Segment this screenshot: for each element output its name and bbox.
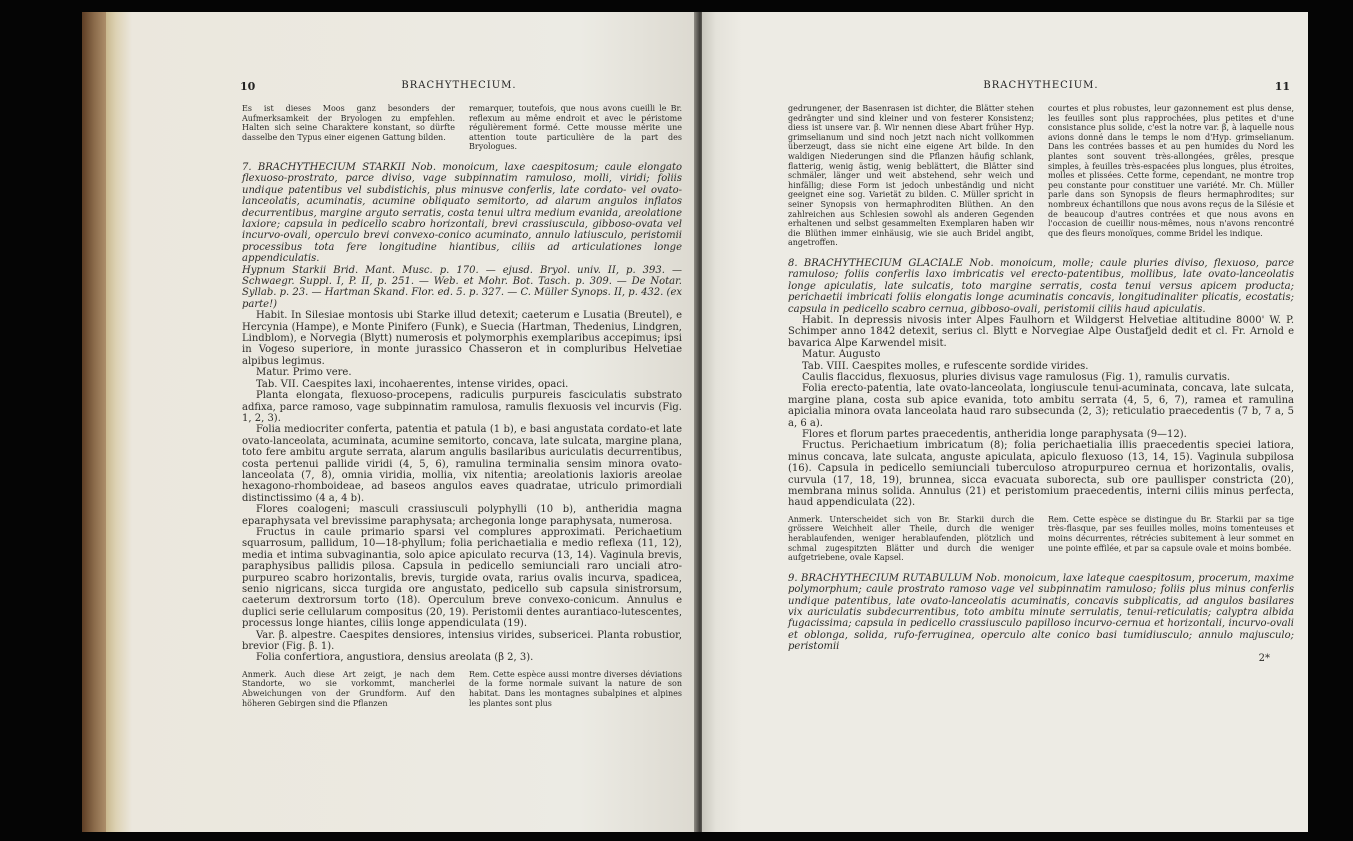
note-8-german: Anmerk. Unterscheidet sich von Br. Starkii durch die grössere Weichheit aller Theile, durch die weniger herablaufenden, weniger herablaufenden, plötzlich und schmal zugespitzten Blätter und durch die weniger aufgetriebene, ovale Kapsel. bbox=[788, 514, 1034, 563]
species-7-synonymy: Hypnum Starkii Brid. Mant. Musc. p. 170. — ejusd. Bryol. univ. II, p. 393. — Schwaegr. Suppl. I, P. II, p. 251. — Web. et Mohr. Bot. Tasch. p. 309. — De Notar. Syllab. p. 23. — Hartman Skand. Flor. ed. 5. p. 327. — C. Müller Synops. II, p. 432. (ex parte!) bbox=[242, 264, 682, 310]
right-running-title: BRACHYTHECIUM. bbox=[983, 80, 1099, 91]
intro-columns bbox=[242, 104, 682, 152]
species-7-variety-folia: Folia confertiora, angustiora, densius areolata (β 2, 3). bbox=[256, 652, 534, 664]
species-8-heading: 8. BRACHYTHECIUM GLACIALE Nob. monoicum, molle; caule pluries diviso, flexuoso, parce ramuloso; foliis conferlis laxo imbricatis vel erecto-patentibus, mollibus, late ovato-lanceolatis longe apiculatis, late sulcatis, toto margine serratis, costa tenui versus apicem producta; perichaetii imbricati foliis elongatis longe acuminatis concavis, longitudinaliter plicatis, ecostatis; capsula in pedicello scabro cernua, gibboso-ovali, peristomii ciliis haud apiculatis. bbox=[788, 257, 1294, 315]
left-page-header bbox=[236, 80, 682, 91]
species-7-flores: Flores coalogeni; masculi crassiusculi polyphylli (10 b), antheridia magna eparaphysata vel brevissime paraphysata; archegonia longe paraphysata, numerosa. bbox=[242, 504, 682, 527]
left-page bbox=[106, 12, 698, 832]
species-7-habitat: Habit. In Silesiae montosis ubi Starke illud detexit; caeterum e Lusatia (Breutel), e Hercynia (Hampe), e Monte Pinifero (Funk), e Suecia (Hartman, Thedenius, Lindgren, Lindblom), e Norvegia (Blytt) numerosis et polymorphis exemplaribus accepimus; ipsi in Vogeso superiore, in monte jurassico Chasseron et in compluribus Helvetiae alpibus legimus. bbox=[242, 310, 682, 367]
species-8-caulis: Caulis flaccidus, flexuosus, pluries divisus vage ramulosus (Fig. 1), ramulis curvatis. bbox=[802, 371, 1231, 383]
right-page-body bbox=[788, 104, 1294, 664]
right-page-number: 11 bbox=[1274, 80, 1290, 93]
left-running-title: BRACHYTHECIUM. bbox=[401, 80, 517, 91]
species-8-flores: Flores et florum partes praecedentis, antheridia longe paraphysata (9—12). bbox=[802, 429, 1187, 440]
species-7-planta: Planta elongata, flexuoso-procepens, radiculis purpureis fasciculatis substrato adfixa, parce ramoso, vage subpinnatim ramulosa, ramulis flexuosis vel incurvis (Fig. 1, 2, 3). bbox=[242, 390, 682, 424]
species-8-maturity: Matur. Augusto bbox=[802, 349, 881, 361]
intro-french: remarquer, toutefois, que nous avons cueilli le Br. reflexum au même endroit et avec le péristome régulièrement formé. Cette mousse mérite une attention toute particulière de la part des Bryologues. bbox=[469, 104, 682, 152]
species-9-heading: 9. BRACHYTHECIUM RUTABULUM Nob. monoicum, laxe lateque caespitosum, procerum, maxime polymorphum; caule prostrato ramoso vage vel subpinnatim ramuloso; foliis plus minus conferlis undique patentibus, late ovato-lanceolatis acuminatis, concavis subplicatis, ad angulos basilares vix auriculatis subdecurrentibus, toto ambitu minute serrulatis, tenui-reticulatis; calyptra albida fugacissima; capsula in pedicello crassiusculo papilloso incurvo-cernua et horizontali, incurvo-ovali et oblonga, solida, rufo-ferruginea, operculo alte conico basi tumidiusculo; annulo majusculo; peristomii bbox=[788, 572, 1294, 653]
continuation-french: courtes et plus robustes, leur gazonnement est plus dense, les feuilles sont plus rapprochées, plus petites et d'une consistance plus solide, c'est la notre var. β, à laquelle nous avions donné dans le temps le nom d'Hyp. grimselianum. Dans les contrées basses et au pen humides du Nord les plantes sont souvent très-allongées, grêles, presque simples, à feuilles très-espacées plus longues, plus étroites, molles et plissées. Cette forme, cependant, ne montre trop peu constante pour constituer une variété. Mr. Ch. Müller parle dans son Synopsis de fleurs hermaphrodites; sur nombreux échantillons que nous avons reçus de la Silésie et de beaucoup d'autres contrées et que nous avons en l'occasion de cueillir nous-mêmes, nous n'avons rencontré que des fleurs monoïques, comme Bridel les indique. bbox=[1048, 104, 1294, 238]
species-7-variety: Var. β. alpestre. Caespites densiores, intensius virides, subsericei. Planta robustior, brevior (Fig. β. 1). bbox=[242, 629, 682, 653]
species-7-notes bbox=[242, 670, 682, 708]
signature-mark: 2* bbox=[1258, 652, 1270, 664]
open-book bbox=[82, 12, 1308, 832]
left-page-number: 10 bbox=[240, 80, 256, 93]
species-7-fructus: Fructus in caule primario sparsi vel complures approximati. Perichaetium squarrosum, pallidum, 10—18-phyllum; folia perichaetialia e medio reflexa (11, 12), media et intima subvaginantia, solo apice apiculato recurva (13, 14). Vaginula brevis, paraphysibus pallidis pilosa. Capsula in pedicello semiunciali raro unciali atro-purpureo scabro horizontalis, brevis, turgide ovata, rarius ovalis incurva, spadicea, senio nigricans, sicca turgida ore angustato, pedicello sub capsula sinistrorsum, caeterum dextrorsum torto (18). Operculum breve convexo-conicum. Annulus e duplici serie cellularum compositus (20, 19). Peristomii dentes aurantiaco-lutescentes, processus longe hiantes, ciliis longe appendiculata (19). bbox=[242, 526, 682, 630]
intro-german: Es ist dieses Moos ganz besonders der Aufmerksamkeit der Bryologen zu empfehlen. Halten sich seine Charaktere konstant, so dürfte dasselbe den Typus einer eigenen Gattung bilden. bbox=[242, 104, 455, 142]
note-french: Rem. Cette espèce aussi montre diverses déviations de la forme normale suivant la nature de son habitat. Dans les montagnes subalpines et alpines les plantes sont plus bbox=[469, 669, 682, 708]
continuation-columns bbox=[788, 104, 1294, 248]
note-german: Anmerk. Auch diese Art zeigt, je nach dem Standorte, wo sie vorkommt, mancherlei Abweichungen von der Grundform. Auf den höheren Gebirgen sind die Pflanzen bbox=[242, 669, 455, 708]
species-8-caespites: Tab. VIII. Caespites molles, e rufescente sordide virides. bbox=[802, 360, 1089, 372]
species-7-caespites: Tab. VII. Caespites laxi, incohaerentes, intense virides, opaci. bbox=[256, 378, 569, 390]
left-page-body bbox=[242, 104, 682, 708]
species-8-folia: Folia erecto-patentia, late ovato-lanceolata, longiuscule tenui-acuminata, concava, late sulcata, margine plana, costa sub apice evanida, toto ambitu serrata (4, 5, 6, 7), ramea et ramulina apicialia minora ovata lanceolata haud raro subsecunda (2, 3); reticulatio praecedentis (7 b, 7 a, 5 a, 6 a). bbox=[788, 383, 1294, 429]
species-8-notes bbox=[788, 515, 1294, 563]
note-8-french: Rem. Cette espèce se distingue du Br. Starkii par sa tige très-flasque, par ses feuilles molles, moins tomenteuses et moins décurrentes, rétrécies subitement à leur sommet en une pointe effilée, et par sa capsule ovale et moins bombée. bbox=[1048, 514, 1294, 553]
species-7-heading: 7. BRACHYTHECIUM STARKII Nob. monoicum, laxe caespitosum; caule elongato flexuoso-prostrato, parce diviso, vage subpinnatim ramuloso, molli, viridi; foliis undique patentibus vel subdistichis, plus minusve conferlis, late cordato- vel ovato-lanceolatis, acuminatis, acumine obliquato semitorto, ad alarum angulos inflatos decurrentibus, margine arguto serratis, costa tenui ultra medium evanida, areolatione laxiore; capsula in pedicello scabro horizontali, brevi crassiuscula, gibboso-ovata vel incurvo-ovali, operculo brevi convexo-conico acuminato, annulo latiusculo, peristomii processibus tota fere longitudine hiantibus, ciliis ad articulationes longe appendiculatis. bbox=[242, 161, 682, 265]
right-page bbox=[702, 12, 1308, 832]
species-8-habitat: Habit. In depressis nivosis inter Alpes Faulhorn et Wildgerst Helvetiae altitudine 8000' W. P. Schimper anno 1842 detexit, serius cl. Blytt e Norvegiae Alpe Oustafjeld dedit et cl. Fr. Arnold e bavarica Alpe Karwendel misit. bbox=[788, 314, 1294, 349]
species-7-maturity: Matur. Primo vere. bbox=[256, 367, 352, 379]
right-page-header bbox=[788, 80, 1294, 91]
species-8-fructus: Fructus. Perichaetium imbricatum (8); folia perichaetialia illis praecedentis speciei latiora, minus concava, late sulcata, anguste apiculata, apiculo flexuoso (13, 14, 15). Vaginula subpilosa (16). Capsula in pedicello semiunciali tuberculoso atropurpureo cernua et horizontalis, ovalis, curvula (17, 18, 19), brunnea, sicca evacuata suborecta, sub ore paullisper constricta (20), membrana minus solida. Annulus (21) et peristomium praecedentis, interni ciliis minus perfecta, haud appendiculata (22). bbox=[788, 440, 1294, 509]
continuation-german: gedrungener, der Basenrasen ist dichter, die Blätter stehen gedrängter und sind kleiner und von festerer Konsistenz; diess ist unsere var. β. Wir nennen diese Abart früher Hyp. grimselianum und sind noch jetzt nach nicht vollkommen überzeugt, dass sie nicht eine eigene Art bilde. In den waldigen Niederungen sind die Pflanzen häufig schlank, flatterig, wenig ästig, wenig beblättert, die Blätter sind schmäler, länger und weit abstehend, sehr weich und hinfällig; diese Form ist jedoch unbeständig und nicht geeignet eine sog. Varietät zu bilden. C. Müller spricht in seiner Synopsis von hermaphroditen Blüthen. An den zahlreichen aus Schlesien sowohl als anderen Gegenden erhaltenen und selbst gesammelten Exemplaren haben wir die Blüthen immer einhäusig, wie sie auch Bridel angibt, angetroffen. bbox=[788, 104, 1034, 248]
species-7-folia: Folia mediocriter conferta, patentia et patula (1 b), e basi angustata cordato-et late ovato-lanceolata, acuminata, acumine semitorto, concava, late sulcata, margine plana, toto fere ambitu argute serrata, alarum angulis basilaribus auriculatis decurrentibus, costa pertenui pallide viridi (4, 5, 6), ramulina terminalia sensim minora ovato-lanceolata (7, 8), omnia viridia, mollia, vix nitentia; areolationis laxioris areolae hexagono-rhomboideae, ad baseos angulos eaves quadratae, utriculo primordiali distinctissimo (4 a, 4 b). bbox=[242, 424, 682, 504]
